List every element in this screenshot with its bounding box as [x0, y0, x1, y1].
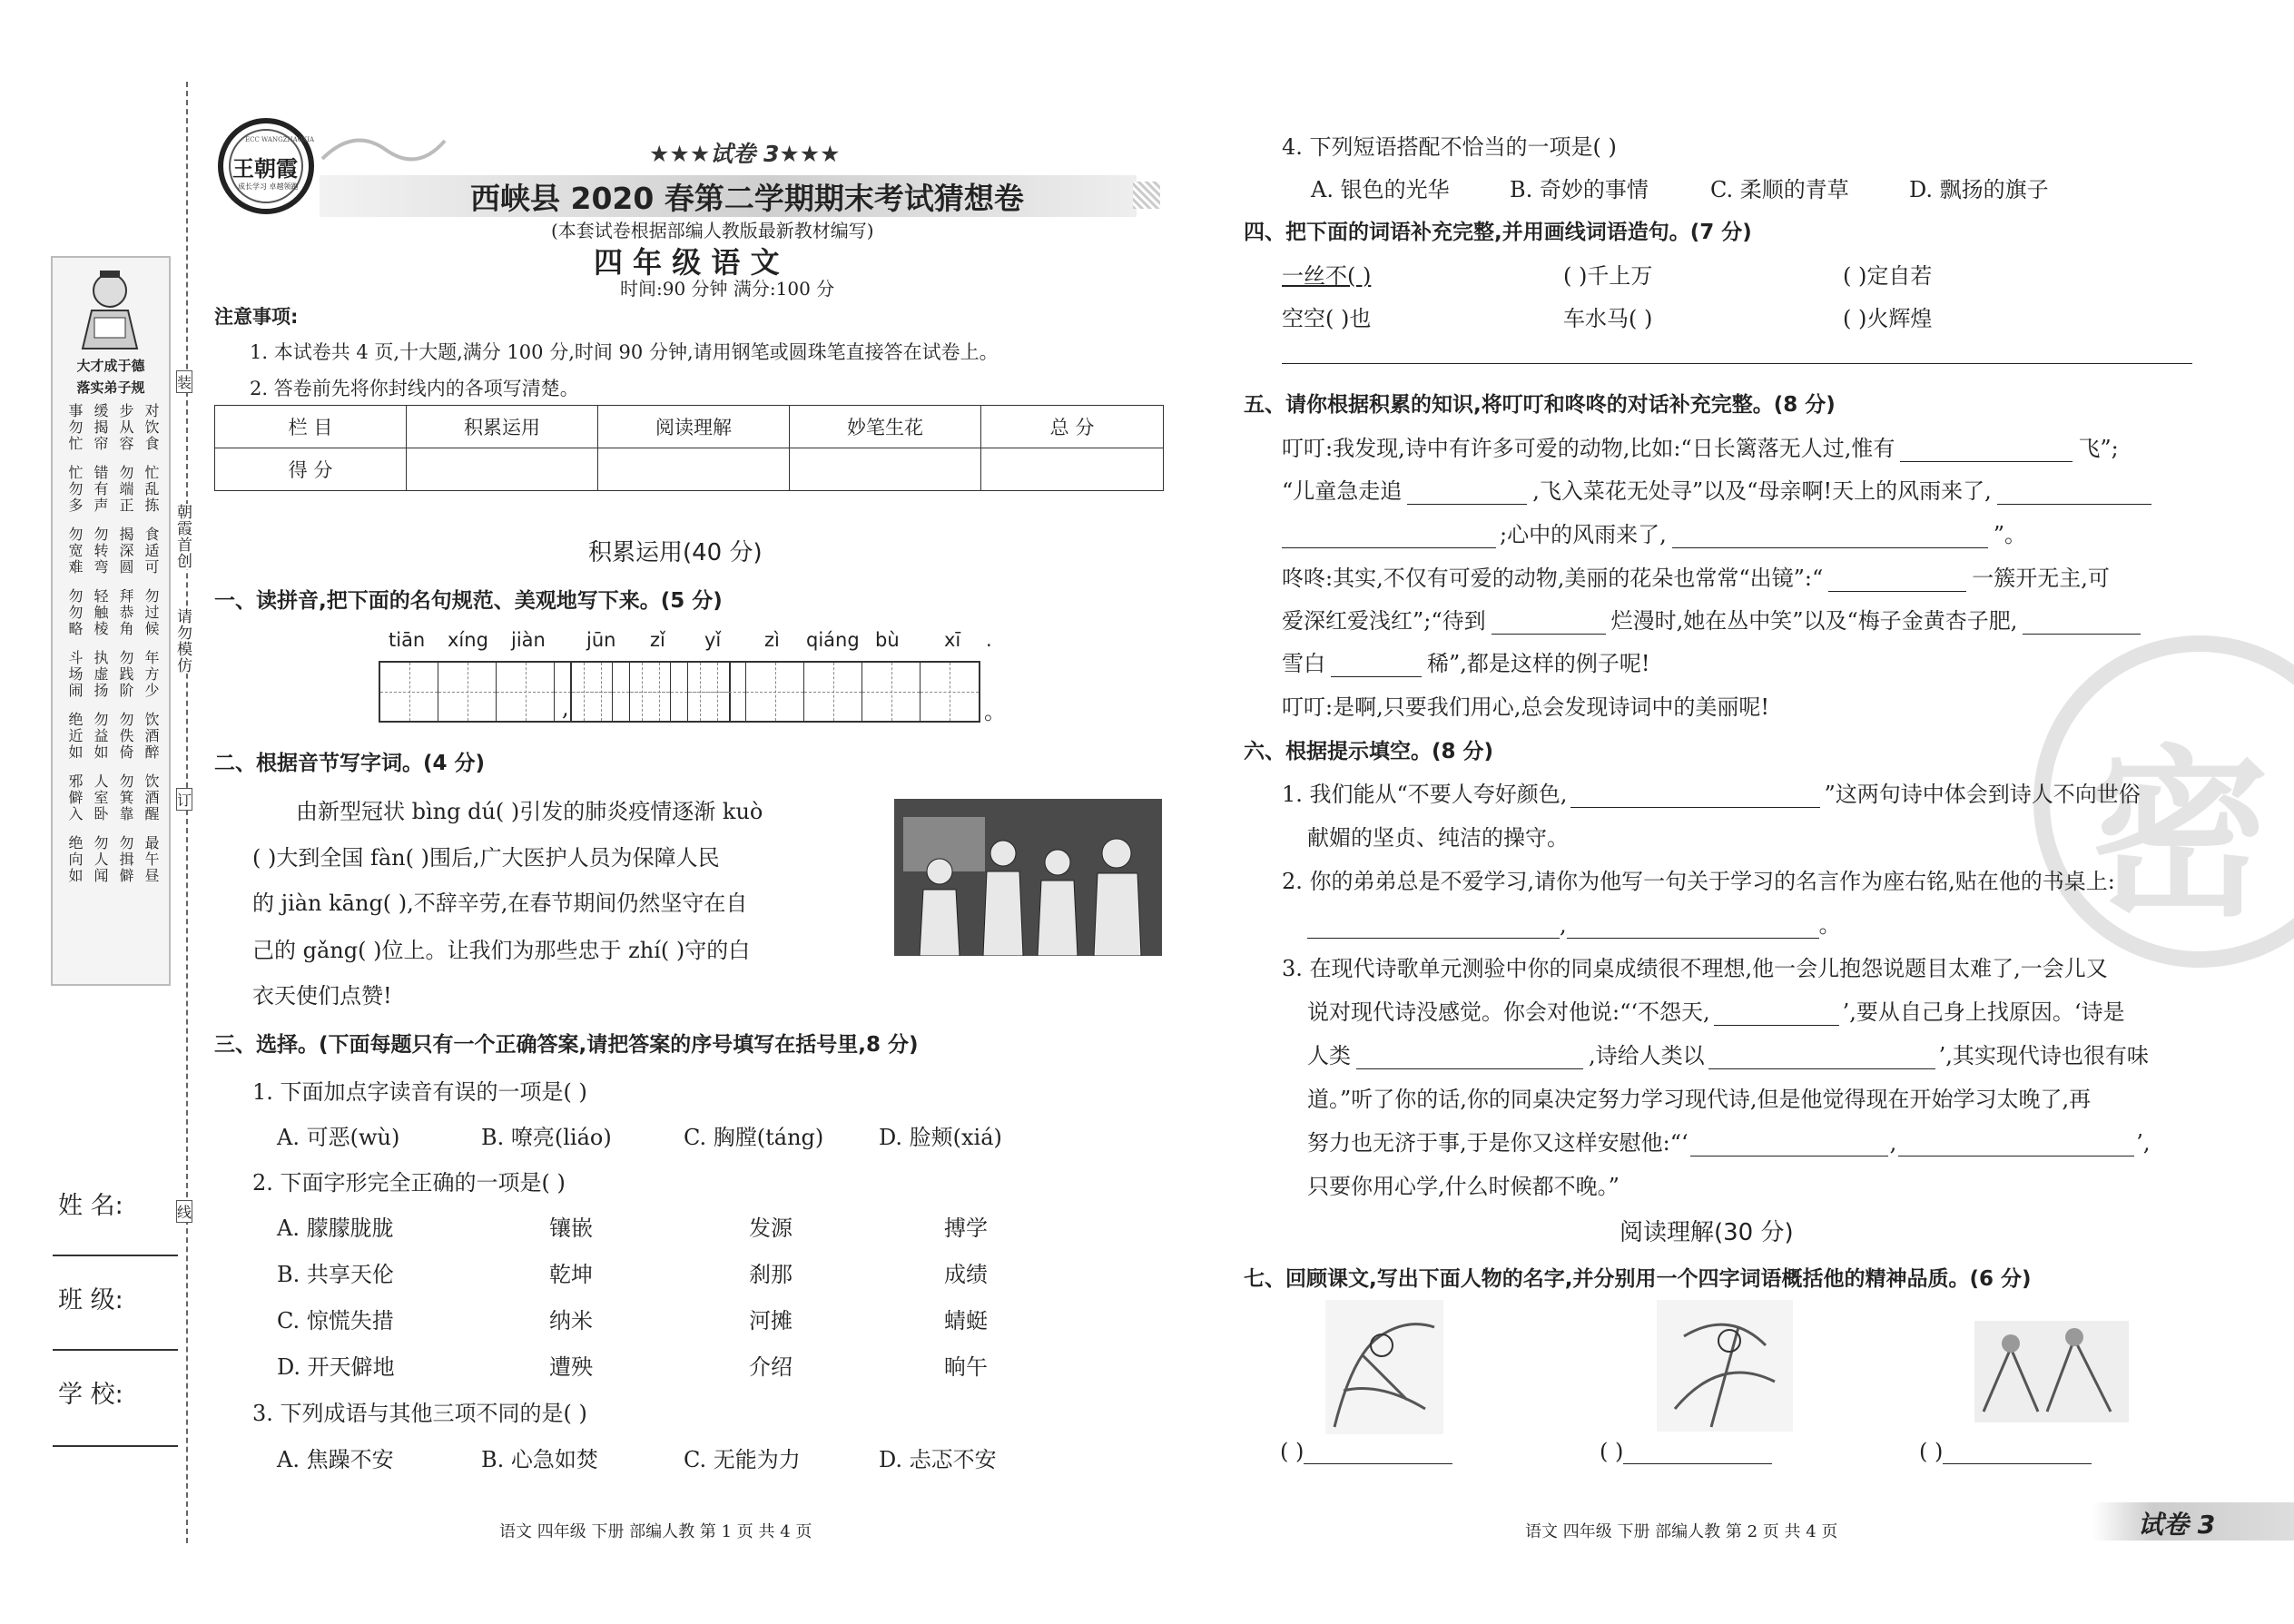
- vertical-note-2: 请勿模仿: [173, 608, 192, 674]
- q5-text: 爱深红爱浅红”;“待到: [1282, 608, 1486, 634]
- q4-option-c[interactable]: C. 柔顺的青草: [1710, 177, 1849, 202]
- school-label: 学 校:: [58, 1381, 123, 1409]
- score-cell-reading[interactable]: [598, 448, 790, 491]
- q3-title: 三、选择。(下面每题只有一个正确答案,请把答案的序号填写在括号里,8 分): [214, 1033, 919, 1057]
- notice-item-1: 1. 本试卷共 4 页,十大题,满分 100 分,时间 90 分钟,请用钢笔或圆珠笔直接答在试卷上。: [250, 341, 999, 363]
- motto-column: 饮酒醒: [143, 773, 160, 822]
- q5-text: 一簇开无主,可: [1972, 566, 2110, 591]
- motto-grid: [62, 403, 162, 884]
- q-words-title: 四、把下面的词语补充完整,并用画线词语造句。(7 分): [1244, 221, 1752, 244]
- q5-line-1: [1282, 430, 2199, 462]
- seal-char-2: 订: [176, 788, 192, 811]
- q5-line-4: [1282, 560, 2199, 592]
- pinyin-8: qiáng: [806, 629, 860, 651]
- q5-line-3: [1282, 517, 2199, 548]
- q3-1-option-d[interactable]: D. 脸颊(xiá): [879, 1125, 1002, 1150]
- q7-blank[interactable]: [1943, 1440, 2092, 1464]
- q2-line-2: ( )大到全国 fàn( )围后,广大医护人员为保障人民: [252, 845, 720, 871]
- q3-2-stem: 2. 下面字形完全正确的一项是( ): [252, 1170, 566, 1196]
- q7-paren: ( ): [1919, 1439, 1944, 1464]
- q5-line-7: 叮叮:是啊,只要我们用心,总会发现诗词中的美丽呢!: [1282, 694, 1769, 720]
- q6-item3-line4: 道。”听了你的话,你的同桌决定努力学习现代诗,但是他觉得现在开始学习太晚了,再: [1307, 1087, 2092, 1112]
- sidebar-banner: [51, 256, 171, 986]
- pinyin-5: zǐ: [650, 629, 665, 651]
- q7-title: 七、回顾课文,写出下面人物的名字,并分别用一个四字词语概括他的精神品质。(6 分): [1244, 1267, 2032, 1291]
- motto-column: 食适可: [143, 527, 160, 576]
- q6-blank[interactable]: [1307, 914, 1560, 939]
- logo-text: 王朝霞: [232, 155, 298, 182]
- option-word: 乾坤: [549, 1262, 593, 1287]
- q6-text: 。: [1818, 912, 1841, 938]
- pinyin-11: .: [986, 629, 992, 651]
- motto-column: 步从容: [117, 403, 134, 452]
- motto-column: 绝近如: [66, 712, 84, 761]
- pinyin-3: jiàn: [511, 629, 546, 651]
- motto-column: 轻触棱: [92, 588, 109, 637]
- option-word: 镶嵌: [549, 1216, 593, 1241]
- option-word: 成绩: [944, 1262, 988, 1287]
- motto-column: 事勿忙: [66, 403, 84, 452]
- score-header-total: 总 分: [981, 406, 1164, 448]
- motto-column: 勿端正: [117, 465, 134, 514]
- q2-line-3: 的 jiàn kāng( ),不辞辛劳,在春节期间仍然坚守在自: [252, 891, 748, 916]
- word-5[interactable]: 车水马( ): [1563, 306, 1653, 331]
- motto-column: 勿佚倚: [117, 712, 134, 761]
- q5-text: 雪白: [1282, 651, 1325, 676]
- subject-title: 四 年 级 语 文: [594, 245, 780, 280]
- q5-line-6: [1282, 645, 2199, 677]
- seal-char-3: 线: [176, 1200, 192, 1223]
- q7-paren: ( ): [1600, 1439, 1624, 1464]
- motto-column: 邪僻入: [66, 773, 84, 822]
- score-cell-total[interactable]: [981, 448, 1164, 491]
- option-word: C. 惊慌失措: [277, 1308, 394, 1334]
- score-row-label: 得 分: [215, 448, 407, 491]
- motto-column: 饮酒醉: [143, 712, 160, 761]
- score-header-item: 栏 目: [215, 406, 407, 448]
- score-header-writing: 妙笔生花: [790, 406, 981, 448]
- q3-1-option-c[interactable]: C. 胸膛(táng): [684, 1125, 824, 1150]
- q2-line-1: 由新型冠状 bìng dú( )引发的肺炎疫情逐渐 kuò: [296, 799, 763, 824]
- seal-char-1: 装: [176, 370, 192, 393]
- q2-line-4: 己的 gǎng( )位上。让我们为那些忠于 zhí( )守的白: [252, 938, 751, 963]
- motto-column: 勿益如: [92, 712, 109, 761]
- q3-2-row-d[interactable]: [277, 1349, 1094, 1395]
- q6-item3-line6: 只要你用心学,什么时候都不晚。”: [1307, 1174, 1620, 1199]
- option-word: 遭殃: [549, 1354, 593, 1380]
- q7-paren: ( ): [1280, 1439, 1305, 1464]
- q6-text: 1. 我们能从“不要人夸好颜色,: [1282, 782, 1568, 807]
- q4-option-d[interactable]: D. 飘扬的旗子: [1909, 177, 2049, 202]
- time-score: 时间:90 分钟 满分:100 分: [620, 278, 835, 300]
- q3-3-option-d[interactable]: D. 忐忑不安: [879, 1447, 997, 1472]
- word-1[interactable]: 一丝不( ): [1282, 263, 1372, 289]
- character-illustration-2: [1657, 1300, 1793, 1432]
- q7-answer-1[interactable]: [1280, 1439, 1452, 1464]
- q6-text: ,诗给人类以: [1589, 1043, 1705, 1068]
- q5-blank[interactable]: [1282, 524, 1496, 548]
- q5-text: 飞”;: [2078, 436, 2119, 461]
- pinyin-10: xī: [944, 629, 961, 651]
- option-word: B. 共享天伦: [277, 1262, 394, 1287]
- q3-3-option-a[interactable]: A. 焦躁不安: [277, 1447, 394, 1472]
- sentence-line[interactable]: [1282, 363, 2192, 364]
- pinyin-row: [379, 629, 1015, 656]
- footer-right: 语文 四年级 下册 部编人教 第 2 页 共 4 页: [1525, 1522, 1838, 1541]
- q3-3-option-c[interactable]: C. 无能为力: [684, 1447, 801, 1472]
- series-mark: ★★★试卷 3★★★: [649, 141, 841, 167]
- score-header-reading: 阅读理解: [598, 406, 790, 448]
- notice-item-2: 2. 答卷前先将你封线内的各项写清楚。: [250, 378, 579, 399]
- q7-answer-3[interactable]: [1919, 1439, 2092, 1464]
- logo-sub: 成长学习 卓越领跑: [238, 182, 299, 191]
- vertical-note-1: 朝霞首创: [173, 504, 192, 569]
- score-table: [214, 405, 1164, 491]
- q6-blank[interactable]: [1898, 1132, 2134, 1156]
- q7-blank[interactable]: [1623, 1440, 1772, 1464]
- q5-text: ”。: [1993, 522, 2026, 547]
- grid-comma: ,: [562, 695, 569, 721]
- word-6[interactable]: ( )火辉煌: [1843, 306, 1933, 331]
- q5-blank[interactable]: [1900, 438, 2072, 462]
- pinyin-2: xíng: [448, 629, 488, 651]
- q7-blank[interactable]: [1304, 1440, 1452, 1464]
- q6-blank[interactable]: [1690, 1132, 1888, 1156]
- motto-column: 对饮食: [143, 403, 160, 452]
- q5-blank[interactable]: [1672, 524, 1988, 548]
- motto-column: 错有声: [92, 465, 109, 514]
- q3-2-options: [277, 1210, 1094, 1395]
- q6-blank[interactable]: [1714, 1001, 1839, 1026]
- option-word: 河摊: [749, 1308, 793, 1334]
- character-illustration-3: [1974, 1321, 2129, 1422]
- word-2[interactable]: ( )千上万: [1563, 263, 1653, 289]
- scholar-figure: [69, 265, 151, 351]
- motto-column: 勿践阶: [117, 650, 134, 699]
- motto-column: 忙勿多: [66, 465, 84, 514]
- grid-period: 。: [984, 699, 1006, 724]
- q5-blank[interactable]: [2023, 610, 2141, 635]
- q5-text: ;心中的风雨来了,: [1500, 522, 1667, 547]
- q1-title: 一、读拼音,把下面的名句规范、美观地写下来。(5 分): [214, 589, 723, 613]
- writing-grid-2[interactable]: [570, 661, 980, 723]
- q6-item2-line2: [1307, 907, 2124, 939]
- motto-column: 勿揖僻: [117, 835, 134, 884]
- motto-column: 拜恭角: [117, 588, 134, 637]
- option-word: 搏学: [944, 1216, 988, 1241]
- motto-column: 最午昼: [143, 835, 160, 884]
- q5-blank[interactable]: [1492, 610, 1606, 635]
- option-word: 发源: [749, 1216, 793, 1241]
- option-word: 晌午: [944, 1354, 988, 1380]
- q5-line-5: [1282, 603, 2199, 635]
- q6-text: ,: [1889, 1130, 1897, 1156]
- q2-title: 二、根据音节写字词。(4 分): [214, 752, 486, 775]
- word-3[interactable]: ( )定自若: [1843, 263, 1933, 289]
- q6-item2-line1: 2. 你的弟弟总是不爱学习,请你为他写一句关于学习的名言作为座右铭,贴在他的书桌上:: [1282, 869, 2115, 894]
- q5-blank[interactable]: [1407, 480, 1527, 505]
- motto-column: 执虚扬: [92, 650, 109, 699]
- motto-column: 勿转弯: [92, 527, 109, 576]
- q3-1-stem: 1. 下面加点字读音有误的一项是( ): [252, 1079, 587, 1105]
- q5-title: 五、请你根据积累的知识,将叮叮和咚咚的对话补充完整。(8 分): [1244, 393, 1836, 417]
- motto-column: 勿过候: [143, 588, 160, 637]
- word-4[interactable]: 空空( )也: [1282, 306, 1372, 331]
- medical-staff-photo: [894, 799, 1162, 956]
- section1-title: 积累运用(40 分): [588, 539, 763, 566]
- q3-2-row-b[interactable]: [277, 1256, 1094, 1303]
- motto-column: 绝向如: [66, 835, 84, 884]
- section2-title: 阅读理解(30 分): [1620, 1219, 1794, 1246]
- option-word: D. 开天僻地: [277, 1354, 395, 1380]
- motto-column: 勿宽难: [66, 527, 84, 576]
- q6-text: ’,其实现代诗也很有味: [1938, 1043, 2149, 1068]
- class-label: 班 级:: [58, 1286, 123, 1314]
- banner-line-1: 大才成于德: [76, 358, 145, 374]
- q5-blank[interactable]: [1331, 653, 1422, 677]
- q3-1-option-a[interactable]: A. 可恶(wù): [277, 1125, 400, 1150]
- q5-text: 稀”,都是这样的例子呢!: [1427, 651, 1650, 676]
- score-cell-accumulate[interactable]: [407, 448, 598, 491]
- motto-column: 年方少: [143, 650, 160, 699]
- q6-blank[interactable]: [1567, 914, 1819, 939]
- pinyin-9: bù: [875, 629, 900, 651]
- q6-item1-line2: 献媚的坚贞、纯洁的操守。: [1307, 825, 1569, 851]
- q6-text: ’,要从自己身上找原因。‘诗是: [1842, 999, 2125, 1025]
- pinyin-7: zì: [764, 629, 780, 651]
- q3-3-stem: 3. 下列成语与其他三项不同的是( ): [252, 1401, 587, 1426]
- q6-item3-line3: [1307, 1038, 2206, 1069]
- q4-stem: 4. 下列短语搭配不恰当的一项是( ): [1282, 134, 1617, 160]
- watermark-char: 密: [2088, 730, 2270, 941]
- school-field[interactable]: [53, 1445, 178, 1447]
- logo-ring-text: ECC WANGZHAOXIA: [245, 136, 315, 143]
- footer-badge: 试卷 3: [2138, 1510, 2216, 1540]
- motto-column: 勿箕靠: [117, 773, 134, 822]
- banner-line-2: 落实弟子规: [76, 379, 145, 396]
- q6-blank[interactable]: [1708, 1045, 1935, 1069]
- q6-text: 说对现代诗没感觉。你会对他说:“‘不怨天,: [1307, 999, 1710, 1025]
- q2-line-5: 衣天使们点赞!: [252, 983, 392, 1009]
- q3-3-option-b[interactable]: B. 心急如焚: [481, 1447, 598, 1472]
- pinyin-4: jūn: [586, 629, 616, 651]
- pinyin-1: tiān: [389, 629, 426, 651]
- seal-line: [186, 82, 188, 1543]
- q5-blank[interactable]: [1828, 567, 1966, 592]
- q5-text: 叮叮:我发现,诗中有许多可爱的动物,比如:“日长篱落无人过,惟有: [1282, 436, 1895, 461]
- option-word: 介绍: [749, 1354, 793, 1380]
- notice-heading: 注意事项:: [214, 306, 299, 328]
- score-header-accumulate: 积累运用: [407, 406, 598, 448]
- option-word: A. 朦朦胧胧: [277, 1216, 394, 1241]
- q6-item3-line2: [1307, 994, 2206, 1026]
- option-word: 蜻蜓: [944, 1308, 988, 1334]
- motto-column: 斗场闹: [66, 650, 84, 699]
- q6-title: 六、根据提示填空。(8 分): [1244, 740, 1494, 763]
- q5-line-2: [1282, 473, 2199, 505]
- q7-answer-2[interactable]: [1600, 1439, 1772, 1464]
- q6-blank[interactable]: [1356, 1045, 1583, 1069]
- name-label: 姓 名:: [58, 1192, 123, 1220]
- decor-dots: [1133, 182, 1160, 209]
- q6-text: ”这两句诗中体会到诗人不向世俗: [1824, 782, 2141, 807]
- motto-column: 揭深圆: [117, 527, 134, 576]
- q3-2-row-c[interactable]: [277, 1303, 1094, 1349]
- q6-item1-line1: [1282, 776, 2199, 808]
- q5-text: 咚咚:其实,不仅有可爱的动物,美丽的花朵也常常“出镜”:“: [1282, 566, 1824, 591]
- q5-text: “儿童急走追: [1282, 478, 1403, 504]
- q6-text: 努力也无济于事,于是你又这样安慰他:“‘: [1307, 1130, 1689, 1156]
- exam-title: 西峡县 2020 春第二学期期末考试猜想卷: [470, 181, 1024, 216]
- class-field[interactable]: [53, 1349, 178, 1351]
- exam-subtitle: (本套试卷根据部编人教版最新教材编写): [551, 220, 874, 241]
- motto-column: 人室卧: [92, 773, 109, 822]
- motto-column: 忙乱拣: [143, 465, 160, 514]
- motto-column: 缓揭帘: [92, 403, 109, 452]
- q4-option-b[interactable]: B. 奇妙的事情: [1510, 177, 1649, 202]
- q6-blank[interactable]: [1570, 783, 1820, 808]
- score-cell-writing[interactable]: [790, 448, 981, 491]
- q5-text: ,飞入菜花无处寻”以及“母亲啊!天上的风雨来了,: [1532, 478, 1992, 504]
- q6-item3-line5: [1307, 1125, 2206, 1156]
- option-word: 纳米: [549, 1308, 593, 1334]
- pinyin-6: yǐ: [704, 629, 722, 651]
- q5-blank[interactable]: [1997, 480, 2151, 505]
- q6-item3-line1: 3. 在现代诗歌单元测验中你的同桌成绩很不理想,他一会儿抱怨说题目太难了,一会儿又: [1282, 956, 2108, 981]
- motto-column: 勿人闻: [92, 835, 109, 884]
- q5-text: 烂漫时,她在丛中笑”以及“梅子金黄杏子肥,: [1610, 608, 2018, 634]
- character-illustration-1: [1325, 1300, 1443, 1434]
- option-word: 刹那: [749, 1262, 793, 1287]
- brand-logo: [216, 116, 316, 216]
- motto-column: 勿勿略: [66, 588, 84, 637]
- q3-2-row-a[interactable]: [277, 1210, 1094, 1256]
- q4-option-a[interactable]: A. 银色的光华: [1311, 177, 1450, 202]
- q3-1-option-b[interactable]: B. 嘹亮(liáo): [481, 1125, 612, 1150]
- footer-left: 语文 四年级 下册 部编人教 第 1 页 共 4 页: [499, 1522, 812, 1541]
- q6-text: ’,: [2136, 1130, 2151, 1156]
- q6-text: 人类: [1307, 1043, 1351, 1068]
- name-field[interactable]: [53, 1255, 178, 1256]
- q6-text: ,: [1560, 912, 1567, 938]
